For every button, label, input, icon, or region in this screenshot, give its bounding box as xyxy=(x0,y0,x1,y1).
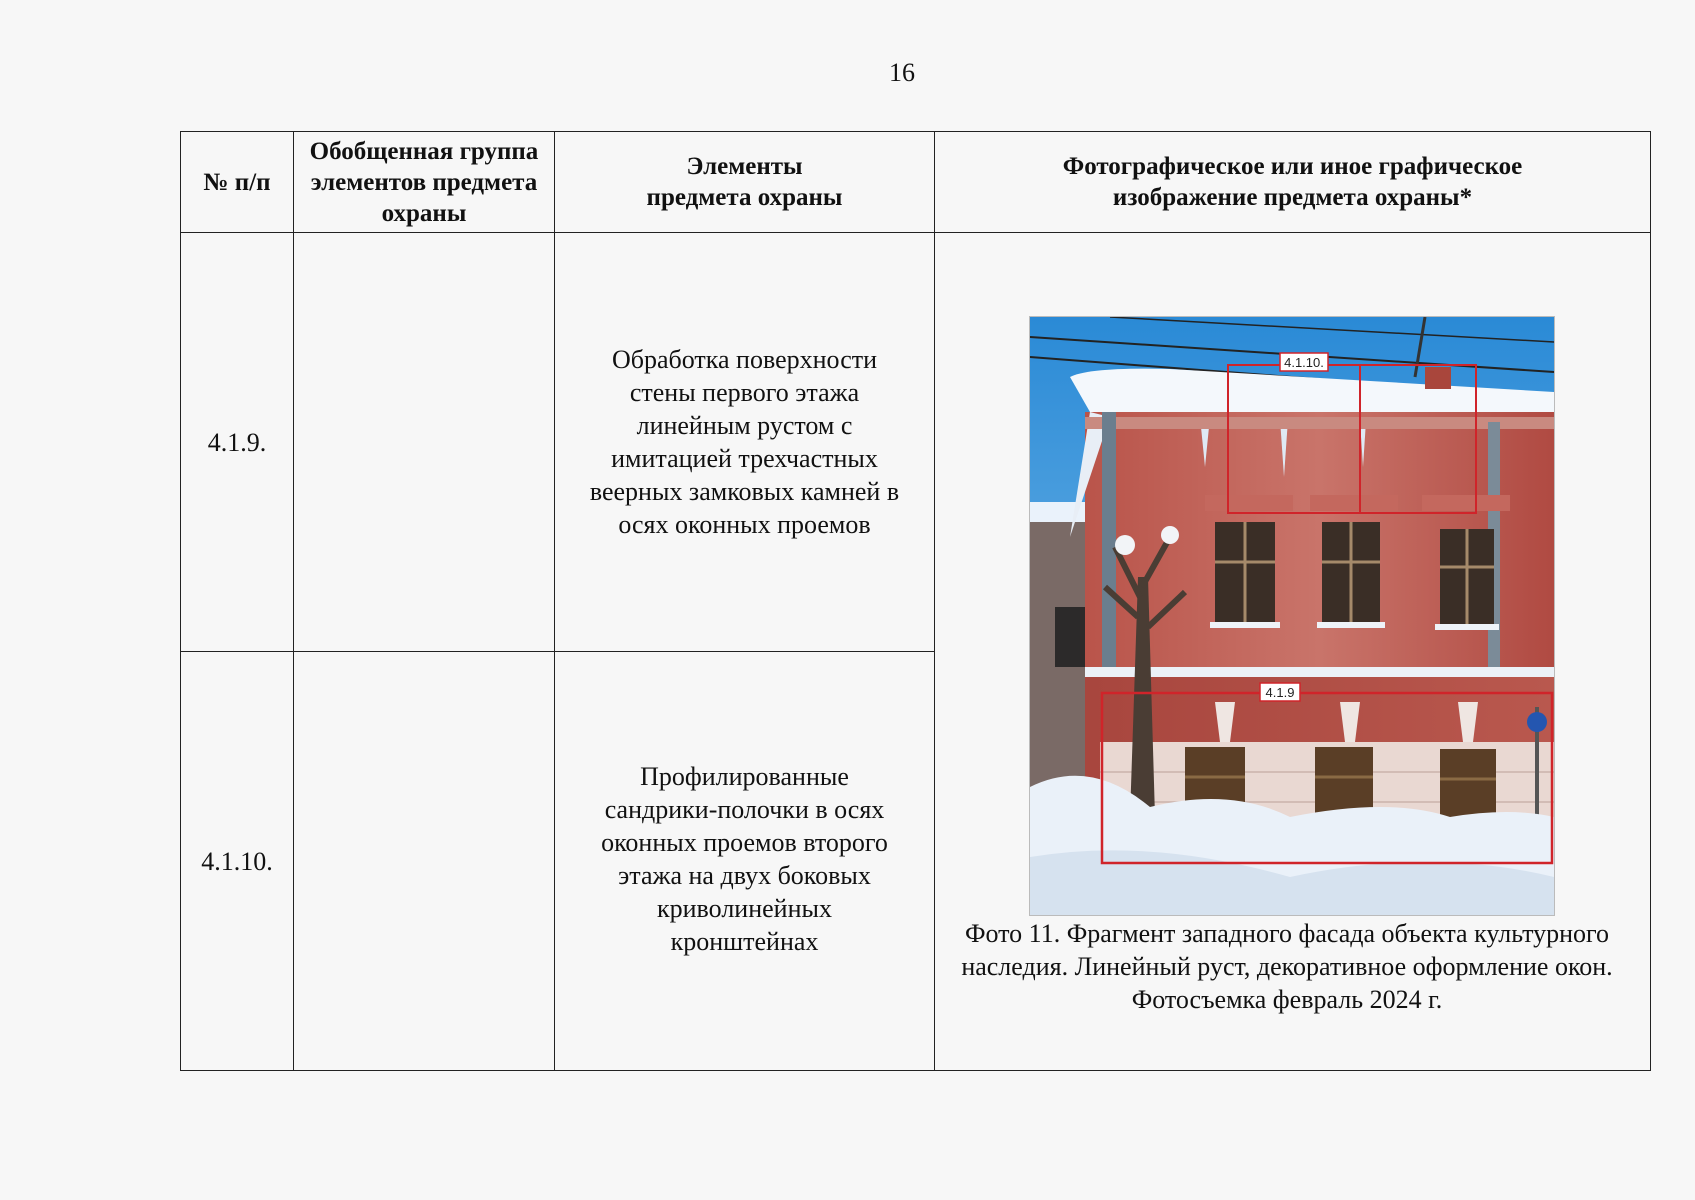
row-group xyxy=(294,652,555,1071)
table-header-row xyxy=(181,132,1651,233)
header-image: Фотографическое или иное графическое изображение предмета охраны* xyxy=(935,132,1651,233)
row-image-cell xyxy=(935,233,1651,1071)
header-group: Обобщенная группа элементов предмета охраны xyxy=(294,132,555,233)
photo-caption: Фото 11. Фрагмент западного фасада объекта культурного наследия. Линейный руст, декоративное оформление окон. Фотосъемка февраль 2024 г. xyxy=(961,918,1613,1014)
page-number: 16 xyxy=(889,58,915,87)
header-elements: Элементы предмета охраны xyxy=(555,132,935,233)
table-row xyxy=(181,233,1651,652)
row-number: 4.1.9. xyxy=(181,233,294,652)
photo-label-4-1-10: 4.1.10. xyxy=(1284,354,1324,370)
facade-photo xyxy=(1029,316,1555,916)
row-element xyxy=(555,233,935,652)
row-element-text: Профилированные сандрики-полочки в осях оконных проемов второго этажа на двух боковых криволинейных кронштейнах xyxy=(601,762,888,956)
row-element xyxy=(555,652,935,1071)
photo-label-4-1-9: 4.1.9 xyxy=(1265,684,1295,700)
row-number: 4.1.10. xyxy=(181,652,294,1071)
protection-elements-table xyxy=(180,131,1651,1071)
row-group xyxy=(294,233,555,652)
photo-container xyxy=(935,234,1650,1070)
header-number: № п/п xyxy=(181,132,294,233)
row-element-text: Обработка поверхности стены первого этажа линейным рустом с имитацией трехчастных веерных замковых камней в осях оконных проемов xyxy=(589,345,900,539)
